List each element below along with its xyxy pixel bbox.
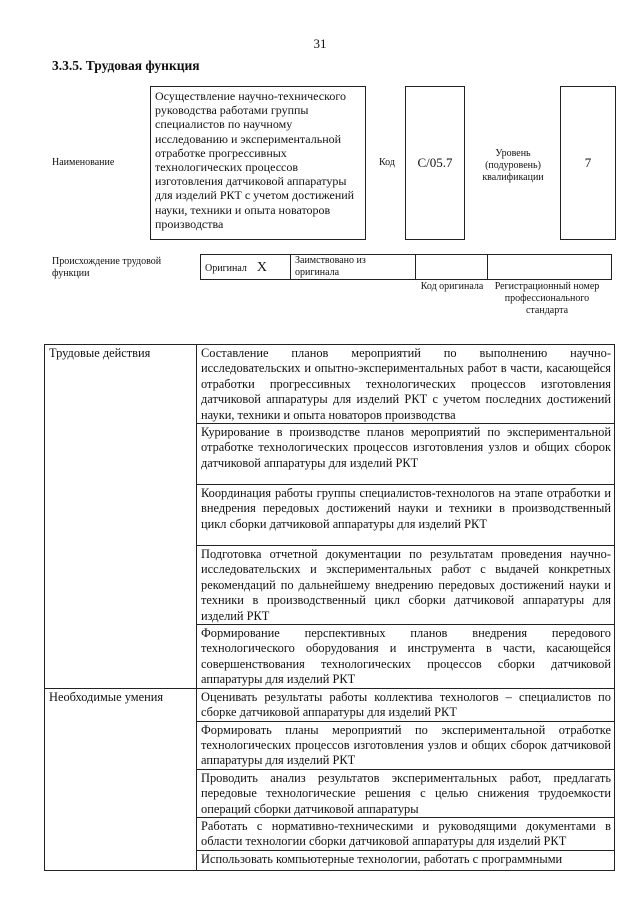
registration-number-caption: Регистрационный номер профессионального стандарта: [494, 281, 600, 316]
list-item: Работать с нормативно-техническими и руководящими документами в области технологии сборки датчиковой аппаратуры для изделий РКТ: [197, 817, 615, 850]
table-row: [45, 688, 615, 721]
section-title: 3.3.5. Трудовая функция: [52, 58, 200, 73]
original-mark: X: [256, 260, 268, 275]
section-label-actions: Трудовые действия: [45, 345, 197, 689]
table-row: [45, 345, 615, 424]
list-item: Координация работы группы специалистов-технологов на этапе отработки и внедрения передовых достижений науки и техники в производственный цикл сборки датчиковой аппаратуры для изделий РКТ: [197, 485, 615, 546]
origin-table: [200, 254, 612, 280]
level-value: 7: [584, 155, 592, 170]
list-item: Курирование в производстве планов мероприятий по экспериментальной отработке технологических процессов изготовления узлов и общих сборок датчиковой аппаратуры для изделий РКТ: [197, 424, 615, 485]
page-number: 31: [313, 36, 327, 51]
origin-original-cell: [201, 255, 291, 280]
list-item: Проводить анализ результатов экспериментальных работ, предлагать передовые технологические решения с целью снижения трудоемкости операций сборки датчиковой аппаратуры: [197, 769, 615, 817]
section-label-skills: Необходимые умения: [45, 688, 197, 870]
list-item: Составление планов мероприятий по выполнению научно-исследовательских и опытно-экспериментальных работ в части, касающейся отработки прогрессивных технологических процессов изготовления датчиковой аппаратуры для изделий РКТ с учетом последних достижений науки, техники и опыта новаторов производства: [197, 345, 615, 424]
name-label: Наименование: [52, 157, 115, 168]
code-label: Код: [379, 157, 395, 168]
code-value: C/05.7: [417, 155, 453, 170]
origin-code-cell: [416, 255, 488, 280]
borrowed-label: Заимствовано из оригинала: [291, 255, 416, 280]
list-item: Оценивать результаты работы коллектива технологов – специалистов по сборке датчиковой аппаратуры для изделий РКТ: [197, 688, 615, 721]
qualification-level-label: Уровень (подуровень) квалификации: [482, 148, 544, 183]
list-item: Формировать планы мероприятий по экспериментальной отработке технологических процессов изготовления узлов и общих сборок датчиковой аппаратуры для изделий РКТ: [197, 721, 615, 769]
function-name-box: Осуществление научно-технического руководства работами группы специалистов по научному исследованию и экспериментальной отработке прогрессивных технологических процессов изготовления датчиковой аппаратуры для изделий РКТ с учетом достижений науки, техники и опыта новаторов производства: [150, 86, 366, 240]
origin-reg-cell: [488, 255, 612, 280]
list-item: Формирование перспективных планов внедрения передового технологического оборудования и инструмента в части, касающейся совершенствования технологических процессов сборки датчиковой аппаратуры для изделий РКТ: [197, 625, 615, 689]
code-value-box: [405, 86, 465, 240]
functions-table: [44, 344, 615, 871]
code-original-caption: Код оригинала: [420, 281, 484, 292]
level-value-box: [560, 86, 616, 240]
list-item: Использовать компьютерные технологии, работать с программными: [197, 850, 615, 870]
origin-label: Происхождение трудовой функции: [52, 256, 162, 279]
list-item: Подготовка отчетной документации по результатам проведения научно-исследовательских и экспериментальных работ с выдачей конкретных рекомендаций по дальнейшему внедрению передовых достижений науки и техники в производственный цикл сборки датчиковой аппаратуры для изделий РКТ: [197, 546, 615, 625]
original-label: Оригинал: [205, 263, 247, 274]
